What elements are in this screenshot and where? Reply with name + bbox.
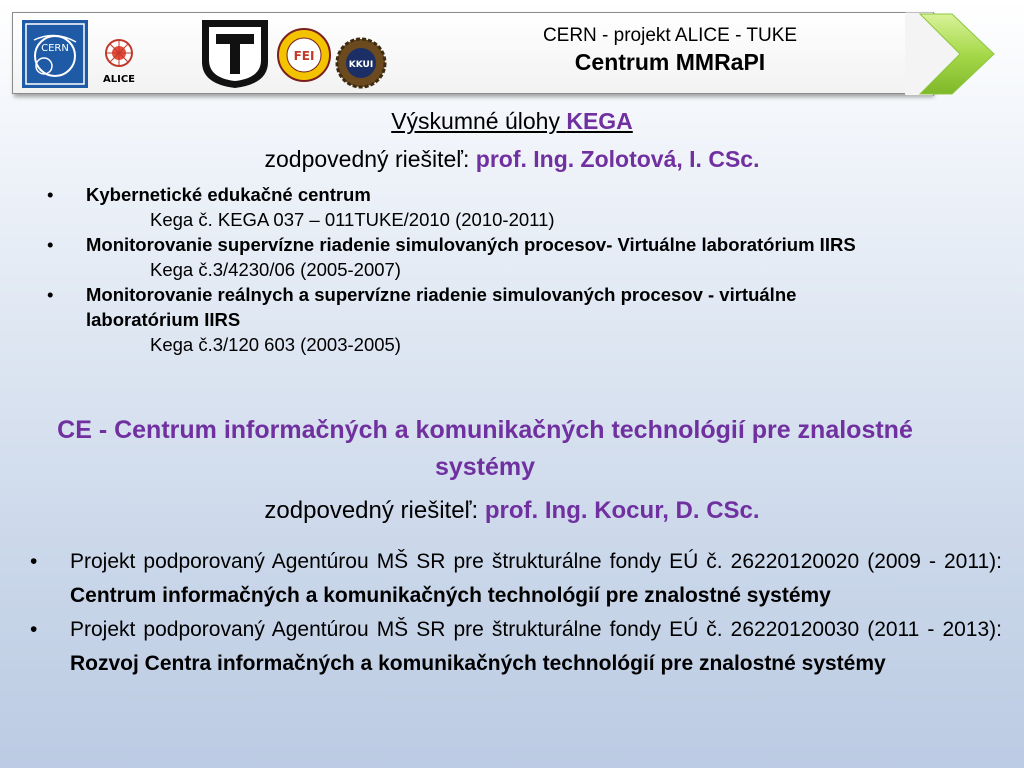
banner-main-title: Centrum MMRaPI [574,49,766,75]
next-chevron-icon[interactable] [912,12,1002,96]
list-item-bold: Rozvoj Centra informačných a komunikačných technológií pre znalostné systémy [70,652,886,675]
bullet-icon: • [30,550,38,573]
section1-heading-prefix: Výskumné úlohy [391,108,567,134]
fei-logo-text: FEI [293,49,315,63]
section2-responsible-name: prof. Ing. Kocur, D. CSc. [484,497,760,524]
bullet-icon: • [30,618,38,641]
section1-heading-text [391,108,633,134]
section2-responsible [0,496,1024,526]
alice-logo-text: ALICE [102,74,136,85]
ce-project-list [28,545,1002,681]
list-item-title: Kybernetické edukačné centrum [86,184,371,205]
list-item-detail: Kega č.3/4230/06 (2005-2007) [150,259,401,280]
list-item [42,232,902,282]
kega-project-list [42,182,902,357]
section1-responsible [0,144,1024,174]
list-item-title: Monitorovanie supervízne riadenie simulovaných procesov- Virtuálne laboratórium IIRS [86,234,856,255]
list-item [42,282,902,357]
list-item-title: Monitorovanie reálnych a supervízne riadenie simulovaných procesov - virtuálne laboratórium IIRS [86,284,797,330]
section1-heading-highlight: KEGA [566,108,633,134]
list-item-detail: Kega č. KEGA 037 – 011TUKE/2010 (2010-2011) [150,209,555,230]
banner-subtitle: CERN - projekt ALICE - TUKE [542,25,798,46]
banner-title [480,24,860,76]
cern-logo-icon [22,20,88,88]
bullet-icon: • [47,234,54,255]
list-item-text: Projekt podporovaný Agentúrou MŠ SR pre štrukturálne fondy EÚ č. 26220120030 (2011 - 2013): [70,618,1002,641]
section1-responsible-label: zodpovedný riešiteľ: [264,146,476,172]
fei-logo-icon [276,20,332,90]
section2-title: CE - Centrum informačných a komunikačných technológií pre znalostné systémy [57,416,913,481]
bullet-icon: • [47,184,54,205]
section1-heading [0,106,1024,136]
list-item [28,545,1002,613]
section1-responsible-name: prof. Ing. Zolotová, I. CSc. [475,146,760,172]
list-item-bold: Centrum informačných a komunikačných technológií pre znalostné systémy [70,584,831,607]
tuke-logo-icon [200,18,270,90]
section2-responsible-label: zodpovedný riešiteľ: [264,497,485,524]
cern-logo-text: CERN [41,43,69,54]
kkui-logo-icon [334,36,388,90]
list-item [42,182,902,232]
alice-logo-icon [98,36,140,90]
kkui-logo-text: KKUI [348,60,374,70]
bullet-icon: • [47,284,54,305]
list-item-detail: Kega č.3/120 603 (2003-2005) [150,334,401,355]
list-item-text: Projekt podporovaný Agentúrou MŠ SR pre štrukturálne fondy EÚ č. 26220120020 (2009 - 2011): [70,550,1002,573]
list-item [28,613,1002,681]
